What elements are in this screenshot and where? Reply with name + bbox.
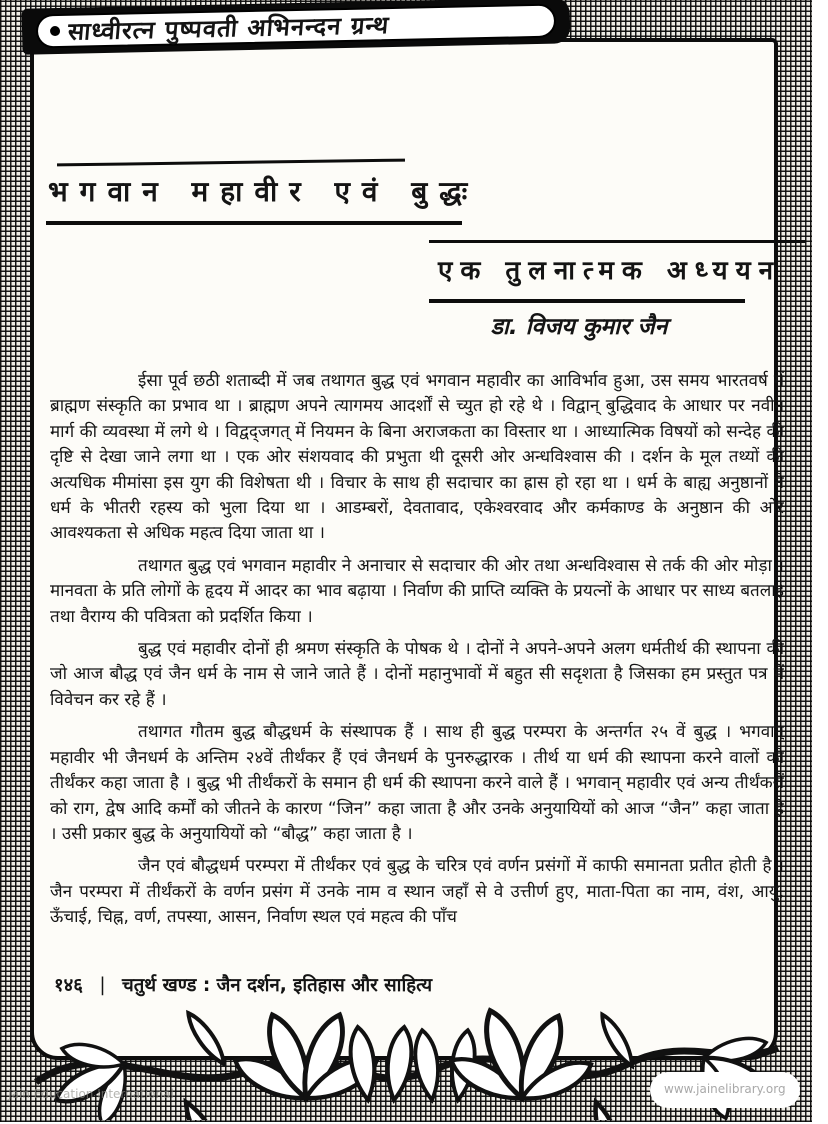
- article-body: [50, 369, 784, 969]
- footer-separator: |: [99, 975, 106, 996]
- bullet-dot-icon: [50, 26, 60, 36]
- subtitle-rule-bottom: [429, 299, 745, 303]
- paragraph: तथागत बुद्ध एवं भगवान महावीर ने अनाचार से सदाचार की ओर तथा अन्धविश्वास से तर्क की ओर मोड़ा । मानवता के प्रति लोगों के हृदय में आदर का भाव बढ़ाया । निर्वाण की प्राप्ति व्यक्ति के प्रयत्नों के आधार पर साध्य बतलाई तथा वैराग्य की पवित्रता को प्रदर्शित किया ।: [50, 555, 784, 627]
- title-rule-bottom: [46, 221, 462, 225]
- banner-pill: [36, 4, 557, 49]
- article-title: भगवान महावीर एवं बुद्धः: [48, 175, 480, 208]
- paragraph: ईसा पूर्व छठी शताब्दी में जब तथागत बुद्ध एवं भगवान महावीर का आविर्भाव हुआ, उस समय भारतवर्ष में ब्राह्मण संस्कृति का प्रभाव था । ब्राह्मण अपने त्यागमय आदर्शों से च्युत हो रहे थे । विद्वान् बुद्धिवाद के आधार पर नवीन मार्ग की व्यवस्था में लगे थे । विद्वद्जगत् में नियमन के बिना अराजकता का विस्तार था । आध्यात्मिक विषयों को सन्देह की दृष्टि से देखा जाने लगा था । एक ओर संशयवाद की प्रभुता थी दूसरी ओर अन्धविश्वास की । दर्शन के मूल तथ्यों की अत्यधिक मीमांसा इस युग की विशेषता थी । विचार के साथ ही सदाचार का ह्रास हो रहा था । धर्म के बाह्य अनुष्ठानों ने धर्म के भीतरी रहस्य को भुला दिया था । आडम्बरों, देवतावाद, एकेश्वरवाद और कर्मकाण्ड के अनुष्ठान की ओर आवश्यकता से अधिक महत्व दिया जाता था ।: [50, 371, 784, 544]
- article-subtitle: एक तुलनात्मक अध्ययन: [438, 256, 782, 286]
- watermark-left: Jain Education International: [8, 1087, 174, 1101]
- paragraph: बुद्ध एवं महावीर दोनों ही श्रमण संस्कृति के पोषक थे । दोनों ने अपने-अपने अलग धर्मतीर्थ की स्थापना की जो आज बौद्ध एवं जैन धर्म के नाम से जाने जाते हैं । दोनों महानुभावों में बहुत सी सदृशता है जिसका हम प्रस्तुत पत्र में विवेचन कर रहे हैं ।: [50, 639, 784, 710]
- page-footer: [54, 972, 432, 997]
- book-title: साध्वीरत्न पुष्पवती अभिनन्दन ग्रन्थ: [66, 10, 391, 46]
- author-name: डा. विजय कुमार जैन: [490, 314, 668, 340]
- section-title: चतुर्थ खण्ड : जैन दर्शन, इतिहास और साहित्य: [122, 975, 433, 996]
- watermark-right: www.jainelibrary.org: [664, 1082, 786, 1096]
- paragraph: तथागत गौतम बुद्ध बौद्धधर्म के संस्थापक हैं । साथ ही बुद्ध परम्परा के अन्तर्गत २५ वें बुद्ध । भगवान् महावीर भी जैनधर्म के अन्तिम २४वें तीर्थंकर हैं एवं जैनधर्म के पुनरुद्धारक । तीर्थ या धर्म की स्थापना करने वालों को तीर्थंकर कहा जाता है । बुद्ध भी तीर्थंकरों के समान ही धर्म की स्थापना करने वाले हैं । भगवान् महावीर एवं अन्य तीर्थंकरों को राग, द्वेष आदि कर्मों को जीतने के कारण “जिन” कहा जाता है और उनके अनुयायियों को आज “जैन” कहा जाता है । उसी प्रकार बुद्ध के अनुयायियों को “बौद्ध” कहा जाता है ।: [50, 722, 784, 844]
- page-number: १४६: [54, 975, 83, 996]
- subtitle-rule-top: [429, 240, 806, 243]
- paragraph: जैन एवं बौद्धधर्म परम्परा में तीर्थंकर एवं बुद्ध के चरित्र एवं वर्णन प्रसंगों में काफी समानता प्रतीत होती है । जैन परम्परा में तीर्थंकरों के वर्णन प्रसंग में उनके नाम व स्थान जहाँ से वे उत्तीर्ण हुए, माता-पिता का नाम, वंश, आयु, ऊँचाई, चिह्न, वर्ण, तपस्या, आसन, निर्वाण स्थल एवं महत्व की पाँच: [50, 856, 784, 928]
